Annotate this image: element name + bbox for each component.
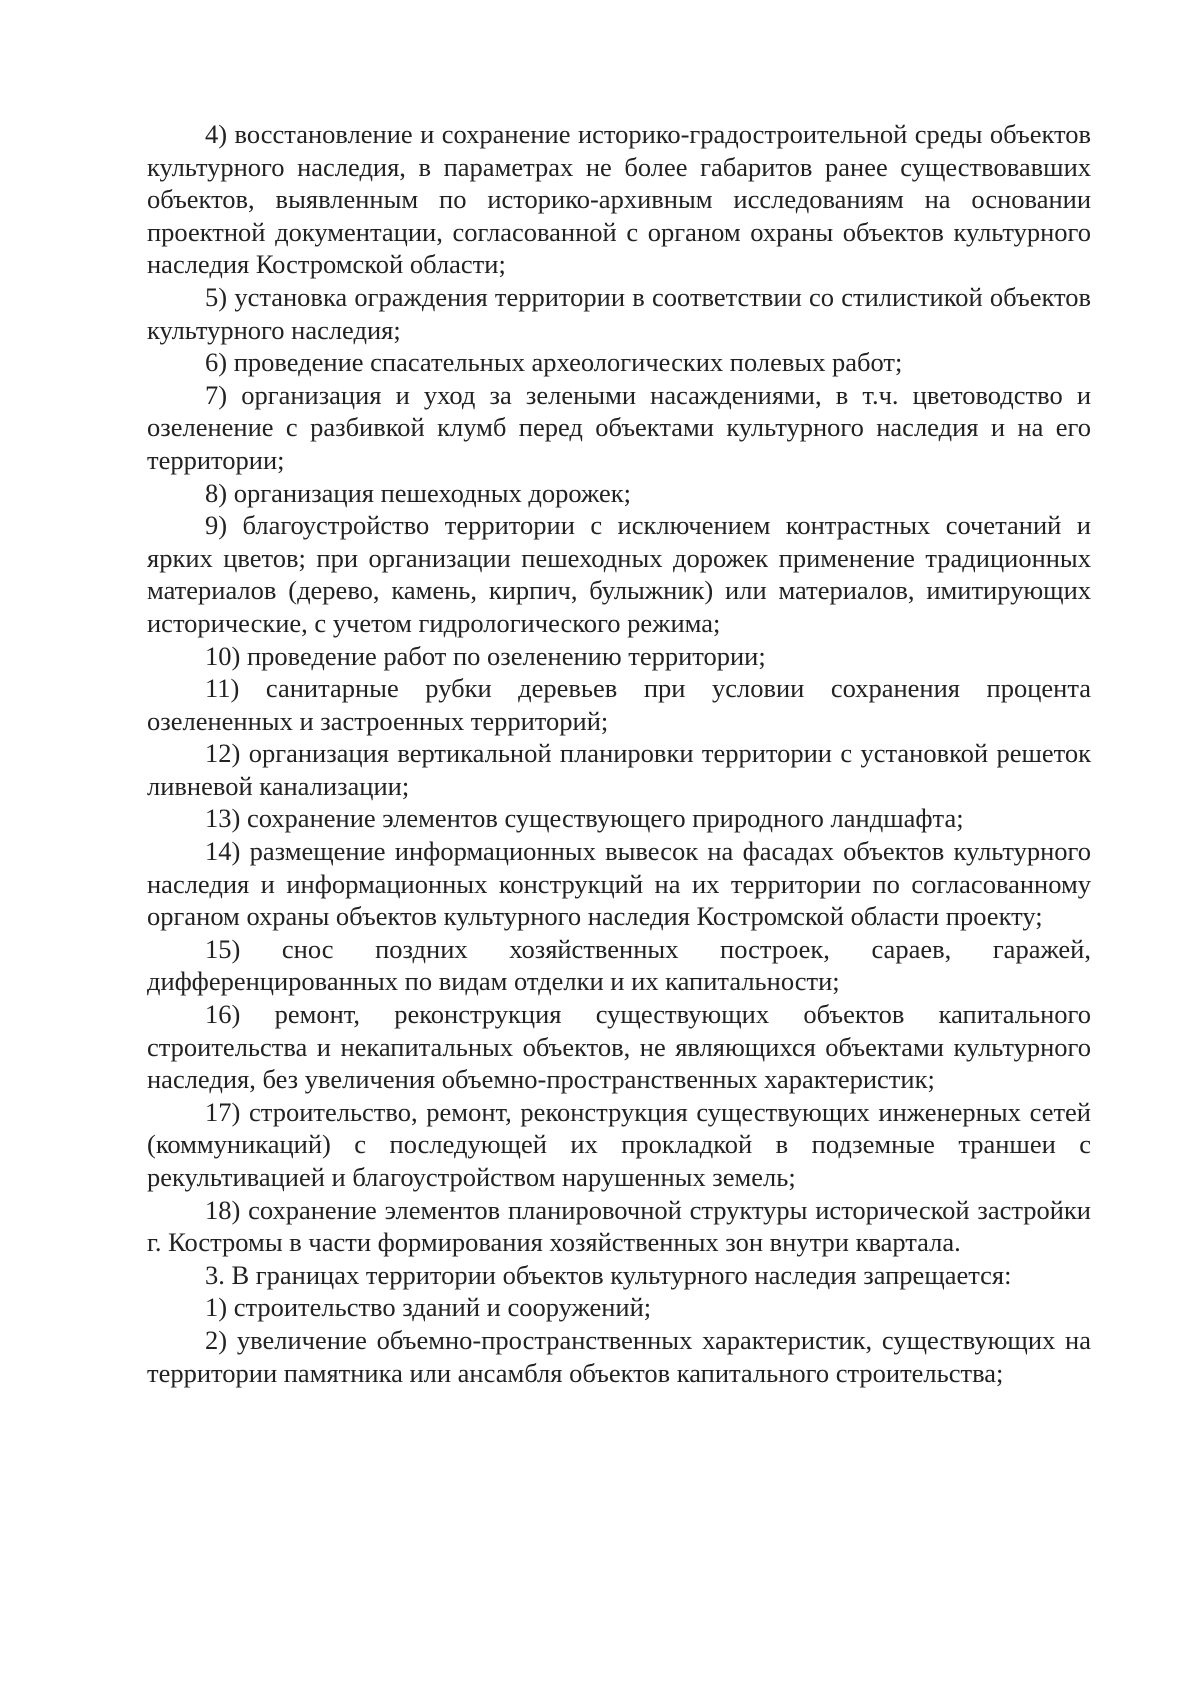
paragraph-item-15: 15) снос поздних хозяйственных построек, сараев, гаражей, дифференцированных по видам отделки и их капитальности; <box>147 933 1091 997</box>
section-3-heading: 3. В границах территории объектов культурного наследия запрещается: <box>205 1259 1012 1290</box>
paragraph-item-12: 12) организация вертикальной планировки территории с установкой решеток ливневой канализации; <box>147 738 1091 801</box>
prohibition-item-2: 2) увеличение объемно-пространственных характеристик, существующих на территории памятника или ансамбля объектов капитального строительства; <box>147 1324 1091 1388</box>
paragraph-item-11: 11) санитарные рубки деревьев при условии сохранения процента озелененных и застроенных территорий; <box>147 673 1091 736</box>
paragraph-item-18: 18) сохранение элементов планировочной структуры исторической застройки г. Костромы в части формирования хозяйственных зон внутри квартала. <box>147 1194 1091 1258</box>
paragraph-item-10: 10) проведение работ по озеленению территории; <box>205 640 766 671</box>
paragraph-item-4: 4) восстановление и сохранение историко-градостроительной среды объектов культурного наследия, в параметрах не более габаритов ранее существовавших объектов, выявленным по историко-архивным исследованиям на основании проектной документации, согласованной с органом охраны объектов культурного наследия Костромской области; <box>147 119 1091 280</box>
paragraph-item-7: 7) организация и уход за зелеными насаждениями, в т.ч. цветоводство и озеленение с разбивкой клумб перед объектами культурного наследия и на его территории; <box>147 379 1091 475</box>
prohibition-item-1: 1) строительство зданий и сооружений; <box>205 1292 652 1323</box>
paragraph-item-5: 5) установка ограждения территории в соответствии со стилистикой объектов культурного наследия; <box>147 281 1091 345</box>
paragraph-item-13: 13) сохранение элементов существующего природного ландшафта; <box>205 803 964 834</box>
document-body <box>147 118 1091 1389</box>
paragraph-item-17: 17) строительство, ремонт, реконструкция существующих инженерных сетей (коммуникаций) с последующей их прокладкой в подземные траншеи с рекультивацией и благоустройством нарушенных земель; <box>147 1096 1091 1192</box>
paragraph-item-9: 9) благоустройство территории с исключением контрастных сочетаний и ярких цветов; при организации пешеходных дорожек применение традиционных материалов (дерево, камень, кирпич, булыжник) или материалов, имитирующих исторические, с учетом гидрологического режима; <box>147 510 1091 638</box>
paragraph-item-16: 16) ремонт, реконструкция существующих объектов капитального строительства и некапитальных объектов, не являющихся объектами культурного наследия, без увеличения объемно-пространственных характеристик; <box>147 999 1091 1095</box>
paragraph-item-14: 14) размещение информационных вывесок на фасадах объектов культурного наследия и информационных конструкций на их территории по согласованному органом охраны объектов культурного наследия Костромской области проекту; <box>147 836 1091 932</box>
paragraph-item-6: 6) проведение спасательных археологических полевых работ; <box>205 347 903 378</box>
paragraph-item-8: 8) организация пешеходных дорожек; <box>205 477 631 508</box>
